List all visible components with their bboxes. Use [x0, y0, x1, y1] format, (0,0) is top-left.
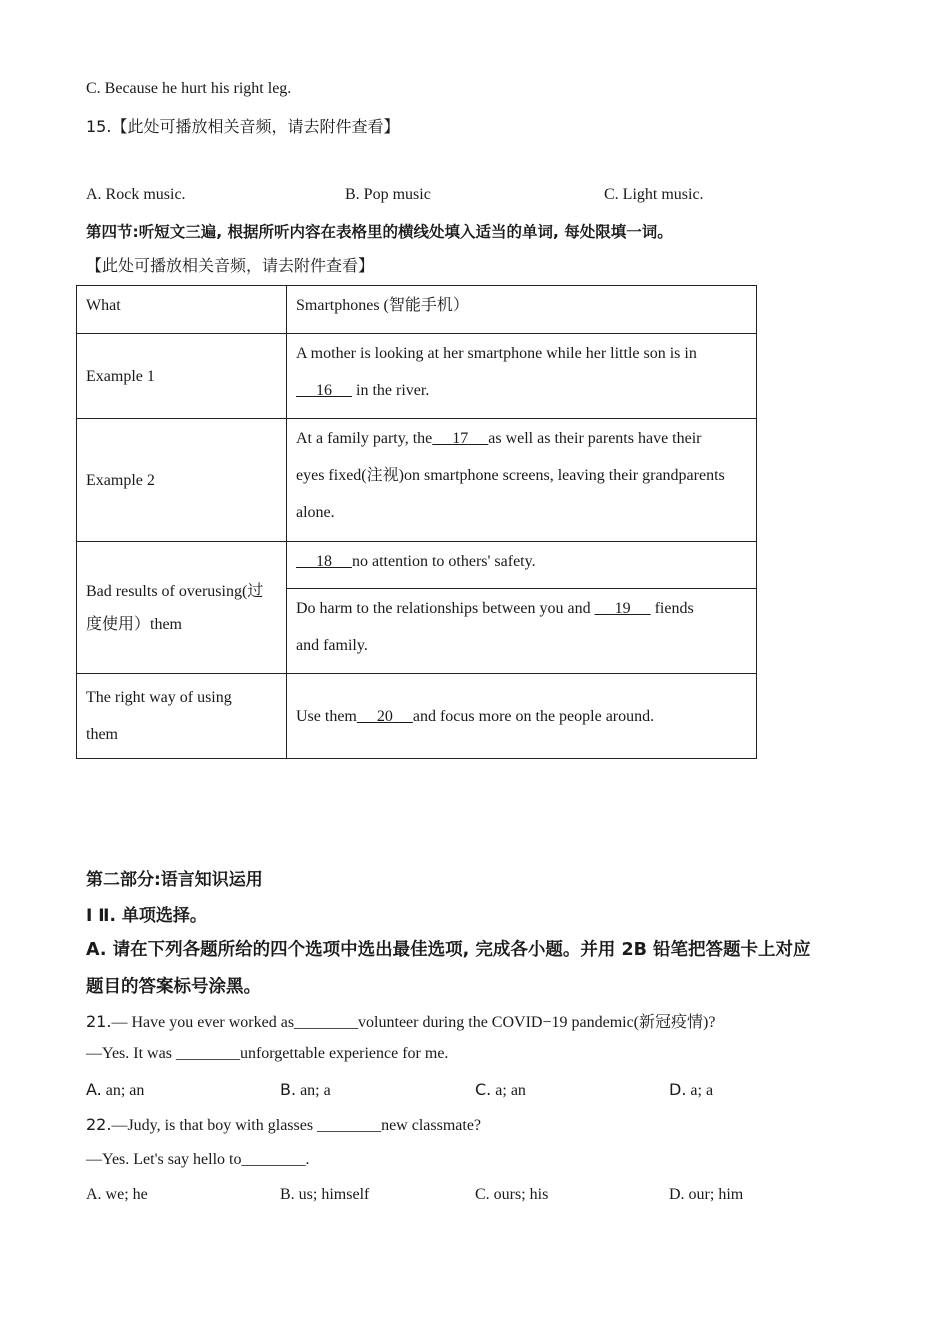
row-content-what: Smartphones (智能手机） [287, 286, 757, 334]
result-b-line1: Do harm to the relationships between you and 19 fiends [296, 590, 747, 627]
example1-line1: A mother is looking at her smartphone while her little son is in [296, 345, 697, 362]
blank-17[interactable]: 17 [452, 430, 469, 447]
part2-instruction-line2: 题目的答案标号涂黑。 [86, 977, 261, 997]
part2-subheading: I Ⅱ. 单项选择。 [86, 906, 207, 926]
q21-option-b: B. an; a [280, 1080, 331, 1099]
result-b-line2: and family. [296, 637, 368, 654]
q15-prompt [86, 114, 399, 137]
q22-stem: 22.—Judy, is that boy with glasses ________new classmate? [86, 1115, 482, 1134]
blank-19[interactable]: 19 [614, 600, 631, 617]
q22-option-c: C. ours; his [475, 1186, 549, 1203]
table-row [77, 542, 757, 589]
table-row [77, 334, 757, 419]
q21-option-c: C. a; an [475, 1080, 526, 1099]
q21-stem: 21.— Have you ever worked as________volunteer during the COVID−19 pandemic(新冠疫情)? [86, 1012, 716, 1031]
example2-line2: eyes fixed(注视)on smartphone screens, leaving their grandparents [296, 467, 725, 484]
row-content-example1 [287, 334, 757, 419]
q22-number: 22. [86, 1115, 112, 1134]
blank-18[interactable]: 18 [316, 553, 332, 570]
q21-option-a: A. an; an [86, 1080, 145, 1099]
section4-audio-note[interactable]: 【此处可播放相关音频，请去附件查看】 [86, 256, 375, 275]
q15-audio-note[interactable]: 【此处可播放相关音频，请去附件查看】 [111, 117, 400, 136]
q15-option-b: B. Pop music [345, 186, 431, 203]
q22-option-d: D. our; him [669, 1186, 744, 1203]
row-label-example2: Example 2 [77, 419, 287, 542]
row-label-right-way: The right way of using them [77, 674, 287, 759]
q21-number: 21. [86, 1012, 112, 1031]
blank-16[interactable]: 16 [316, 382, 332, 399]
example2-line1: At a family party, the 17 as well as their parents have their [296, 420, 747, 457]
blank-20[interactable]: 20 [376, 707, 393, 725]
row-content-example2 [287, 419, 757, 542]
table-row [77, 674, 757, 759]
q14-option-c: C. Because he hurt his right leg. [86, 80, 292, 97]
fill-in-table [76, 285, 757, 759]
q22-option-a: A. we; he [86, 1186, 148, 1203]
part2-instruction-line1: A. 请在下列各题所给的四个选项中选出最佳选项, 完成各小题。并用 2B 铅笔把答题卡上对应 [86, 940, 811, 960]
row-content-right-way: Use them 20 and focus more on the people around. [287, 674, 757, 759]
q21-stem-line2: —Yes. It was ________unforgettable experience for me. [86, 1045, 449, 1062]
table-row [77, 419, 757, 542]
row-content-result-b [287, 589, 757, 674]
q15-number: 15. [86, 117, 112, 136]
q21-option-d: D. a; a [669, 1080, 714, 1099]
row-label-example1: Example 1 [77, 334, 287, 419]
part2-heading: 第二部分:语言知识运用 [86, 870, 263, 890]
q22-option-b: B. us; himself [280, 1186, 370, 1203]
section4-heading: 第四节:听短文三遍, 根据所听内容在表格里的横线处填入适当的单词, 每处限填一词。 [86, 223, 673, 241]
example1-line2: 16 in the river. [296, 372, 747, 409]
row-label-bad-results: Bad results of overusing(过 度使用）them [77, 542, 287, 674]
table-row [77, 286, 757, 334]
q15-option-c: C. Light music. [604, 186, 704, 203]
q15-option-a: A. Rock music. [86, 186, 186, 203]
row-label-what: What [77, 286, 287, 334]
example2-line3: alone. [296, 504, 335, 521]
q22-stem-line2: —Yes. Let's say hello to________. [86, 1151, 310, 1168]
row-content-result-a: 18 no attention to others' safety. [287, 542, 757, 589]
